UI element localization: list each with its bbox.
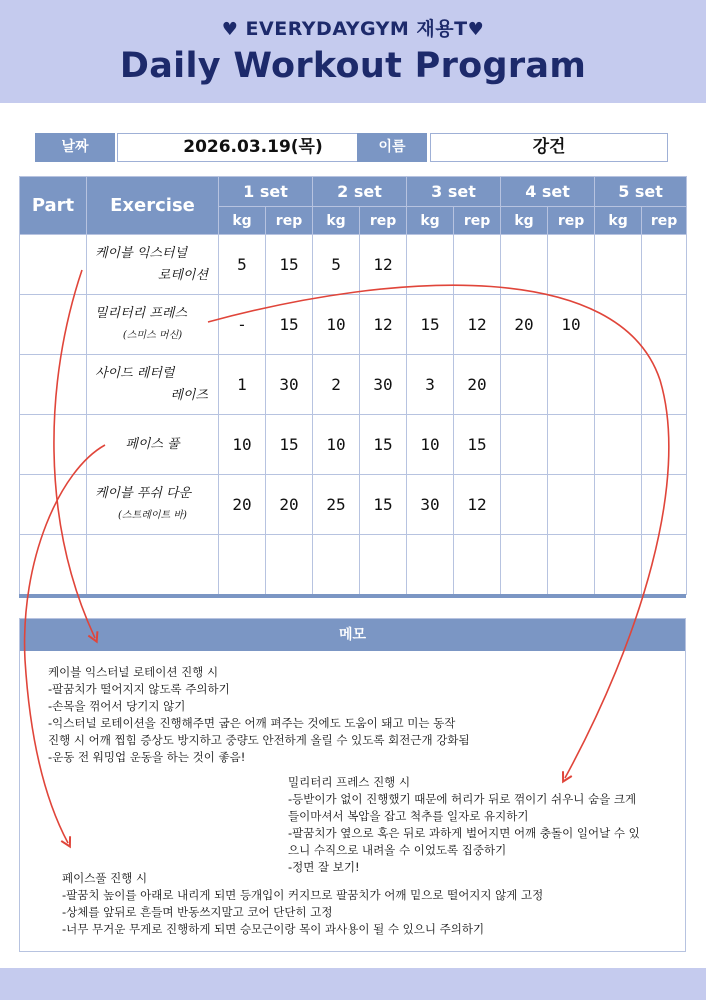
exercise-cell	[87, 295, 219, 355]
heart-icon: ♥	[467, 19, 485, 40]
brand-line	[0, 14, 706, 41]
date-label: 날짜	[35, 133, 115, 162]
value-cell: 1	[219, 355, 266, 415]
exercise-header: Exercise	[87, 177, 219, 235]
value-cell	[642, 415, 687, 475]
value-cell: 12	[454, 475, 501, 535]
memo-note-external-rotation	[48, 664, 470, 766]
value-cell: 10	[407, 415, 454, 475]
value-cell	[313, 535, 360, 595]
memo-line: -익스터널 로테이션을 진행해주면 굽은 어깨 펴주는 것에도 도움이 돼고 미는 동작	[48, 716, 456, 730]
set-header: 1 set	[219, 177, 313, 207]
exercise-name: 케이블 푸쉬 다운	[95, 485, 192, 501]
exercise-cell	[87, 235, 219, 295]
part-cell	[20, 415, 87, 475]
value-cell	[407, 535, 454, 595]
exercise-name-2: (스미스 머신)	[122, 329, 183, 341]
value-cell: 10	[219, 415, 266, 475]
table-row	[20, 355, 687, 415]
value-cell	[407, 235, 454, 295]
page-title: Daily Workout Program	[119, 46, 587, 86]
value-cell	[642, 355, 687, 415]
value-cell: 30	[266, 355, 313, 415]
exercise-name-2: 레이즈	[170, 387, 208, 403]
set-header: 5 set	[595, 177, 687, 207]
part-cell	[20, 235, 87, 295]
kg-header: kg	[501, 207, 548, 235]
value-cell	[595, 235, 642, 295]
date-value: 2026.03.19(목)	[117, 133, 389, 162]
exercise-name-2: 로테이션	[157, 267, 208, 283]
memo-line: -운동 전 워밍업 운동을 하는 것이 좋음!	[48, 750, 246, 764]
memo-line: -너무 무거운 무게로 진행하게 되면 승모근이랑 목이 과사용이 될 수 있으니 주의하기	[62, 922, 485, 936]
memo-line: 페이스풀 진행 시	[62, 871, 148, 885]
memo-box	[19, 618, 686, 952]
kg-header: kg	[313, 207, 360, 235]
memo-line: -팔꿈치 높이를 아래로 내리게 되면 등개입이 커지므로 팔꿈치가 어깨 밑으로 떨어지지 않게 고정	[62, 888, 544, 902]
value-cell	[548, 235, 595, 295]
value-cell: 15	[266, 295, 313, 355]
memo-line: 들이마셔서 복압을 잡고 척추를 일자로 유지하기	[288, 809, 529, 823]
kg-header: kg	[595, 207, 642, 235]
value-cell: 15	[360, 475, 407, 535]
value-cell	[219, 535, 266, 595]
rep-header: rep	[266, 207, 313, 235]
value-cell: 20	[219, 475, 266, 535]
set-header: 3 set	[407, 177, 501, 207]
value-cell	[501, 475, 548, 535]
value-cell	[501, 415, 548, 475]
table-row	[20, 535, 687, 595]
memo-line: -팔꿈치가 옆으로 혹은 뒤로 과하게 벌어지면 어깨 충돌이 일어날 수 있	[288, 826, 640, 840]
value-cell	[548, 355, 595, 415]
value-cell	[595, 475, 642, 535]
memo-line: -등받이가 없이 진행했기 때문에 허리가 뒤로 꺾이기 쉬우니 숨을 크게	[288, 792, 637, 806]
value-cell	[266, 535, 313, 595]
value-cell	[501, 355, 548, 415]
value-cell: 20	[454, 355, 501, 415]
memo-line: -상체를 앞뒤로 흔들며 반동쓰지말고 코어 단단히 고정	[62, 905, 333, 919]
value-cell	[454, 235, 501, 295]
memo-line: 밀리터리 프레스 진행 시	[288, 775, 411, 789]
value-cell	[501, 235, 548, 295]
value-cell: 10	[313, 415, 360, 475]
value-cell: 20	[501, 295, 548, 355]
exercise-name: 케이블 익스터널	[95, 245, 188, 261]
value-cell: -	[219, 295, 266, 355]
value-cell: 10	[548, 295, 595, 355]
part-cell	[20, 355, 87, 415]
memo-line: 으니 수직으로 내려올 수 이었도록 집중하기	[288, 843, 507, 857]
memo-line: 진행 시 어깨 찝힘 증상도 방지하고 중량도 안전하게 올릴 수 있도록 회전근개 강화됨	[48, 733, 470, 747]
value-cell: 2	[313, 355, 360, 415]
value-cell: 12	[454, 295, 501, 355]
value-cell: 5	[313, 235, 360, 295]
value-cell	[548, 475, 595, 535]
value-cell: 30	[360, 355, 407, 415]
value-cell	[501, 535, 548, 595]
value-cell: 12	[360, 235, 407, 295]
exercise-name: 페이스 풀	[125, 436, 180, 452]
memo-note-military-press	[288, 774, 640, 876]
value-cell: 15	[266, 235, 313, 295]
header-band	[0, 0, 706, 103]
value-cell: 20	[266, 475, 313, 535]
value-cell: 15	[454, 415, 501, 475]
exercise-name: 밀리터리 프레스	[95, 305, 188, 321]
table-row	[20, 415, 687, 475]
exercise-cell	[87, 535, 219, 595]
value-cell	[642, 535, 687, 595]
value-cell: 12	[360, 295, 407, 355]
memo-line: -손목을 꺾어서 당기지 않기	[48, 699, 186, 713]
part-cell	[20, 535, 87, 595]
set-header: 4 set	[501, 177, 595, 207]
kg-header: kg	[407, 207, 454, 235]
exercise-name: 사이드 레터럴	[95, 365, 175, 381]
rep-header: rep	[454, 207, 501, 235]
table-bottom-rule	[19, 594, 686, 598]
value-cell	[548, 535, 595, 595]
memo-line: -팔꿈치가 떨어지지 않도록 주의하기	[48, 682, 230, 696]
value-cell	[548, 415, 595, 475]
footer-band	[0, 968, 706, 1000]
memo-title: 메모	[20, 619, 685, 651]
part-cell	[20, 295, 87, 355]
rep-header: rep	[360, 207, 407, 235]
table-row	[20, 295, 687, 355]
table-row	[20, 235, 687, 295]
value-cell: 30	[407, 475, 454, 535]
exercise-cell	[87, 355, 219, 415]
name-label: 이름	[357, 133, 427, 162]
info-bar	[35, 133, 668, 162]
workout-table	[19, 176, 687, 595]
kg-header: kg	[219, 207, 266, 235]
value-cell	[642, 295, 687, 355]
value-cell: 15	[360, 415, 407, 475]
memo-line: -정면 잘 보기!	[288, 860, 360, 874]
value-cell	[454, 535, 501, 595]
value-cell	[595, 355, 642, 415]
table-row	[20, 475, 687, 535]
part-header: Part	[20, 177, 87, 235]
value-cell: 15	[407, 295, 454, 355]
value-cell: 10	[313, 295, 360, 355]
exercise-cell	[87, 475, 219, 535]
value-cell	[642, 475, 687, 535]
value-cell: 5	[219, 235, 266, 295]
value-cell: 3	[407, 355, 454, 415]
set-header: 2 set	[313, 177, 407, 207]
value-cell	[595, 415, 642, 475]
memo-note-face-pull	[62, 870, 543, 938]
value-cell: 15	[266, 415, 313, 475]
exercise-cell	[87, 415, 219, 475]
memo-line: 케이블 익스터널 로테이션 진행 시	[48, 665, 219, 679]
part-cell	[20, 475, 87, 535]
value-cell	[642, 235, 687, 295]
rep-header: rep	[642, 207, 687, 235]
value-cell	[595, 295, 642, 355]
name-value: 강건	[430, 133, 668, 162]
rep-header: rep	[548, 207, 595, 235]
heart-icon: ♥	[221, 19, 239, 40]
value-cell	[595, 535, 642, 595]
value-cell: 25	[313, 475, 360, 535]
brand-name: EVERYDAYGYM 재용T	[245, 18, 468, 40]
exercise-name-2: (스트레이트 바)	[118, 509, 187, 521]
value-cell	[360, 535, 407, 595]
